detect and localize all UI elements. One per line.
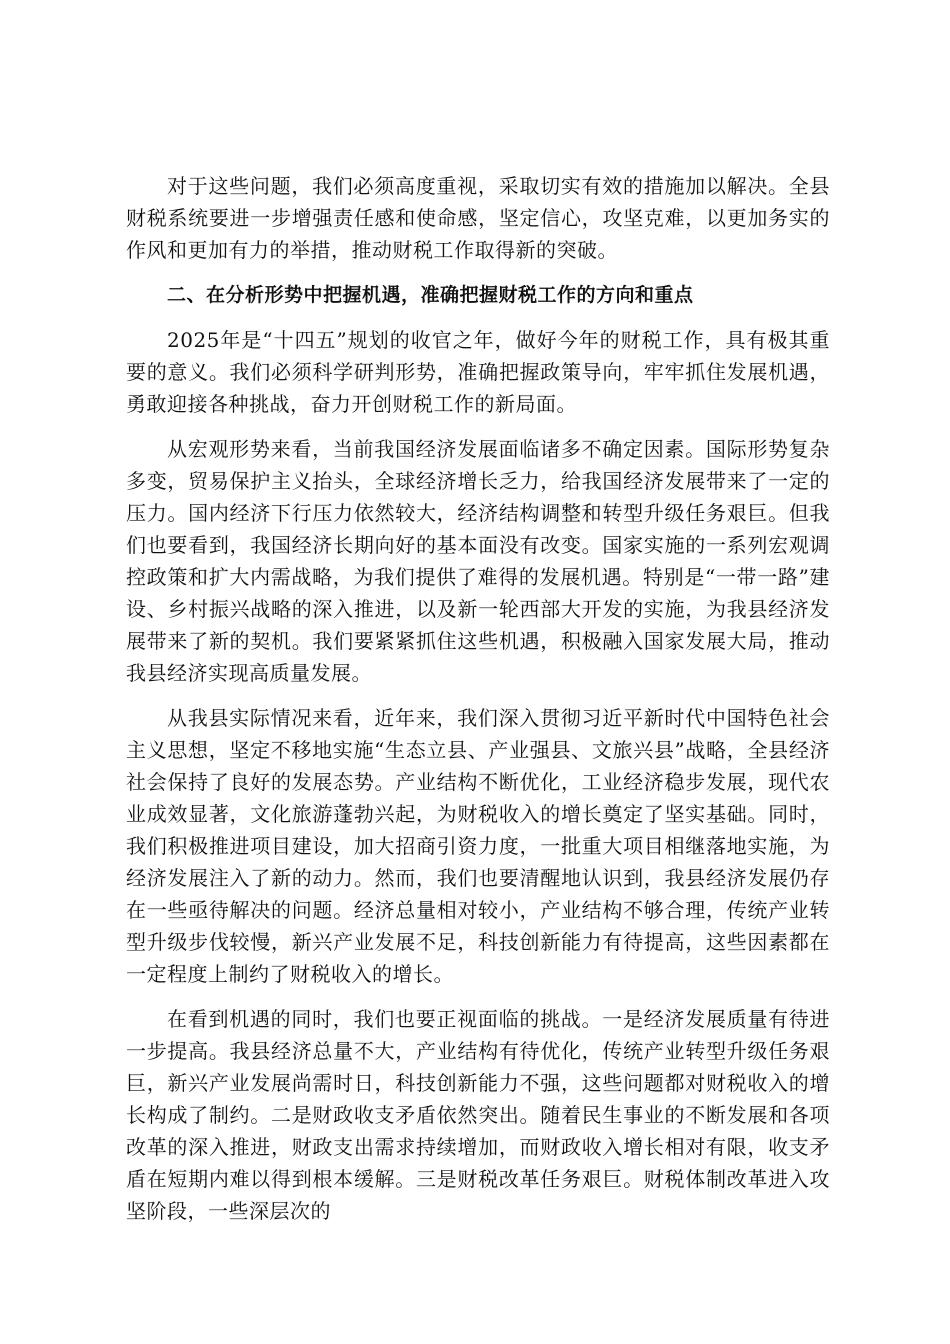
paragraph-intro: 对于这些问题，我们必须高度重视，采取切实有效的措施加以解决。全县财税系统要进一步增强责任感和使命感，坚定信心，攻坚克难，以更加务实的作风和更加有力的举措，推动财税工作取得新的突破。 [126, 174, 830, 262]
section-heading: 二、在分析形势中把握机遇，准确把握财税工作的方向和重点 [167, 284, 694, 306]
paragraph-2025: 2025年是“十四五”规划的收官之年，做好今年的财税工作，具有极其重要的意义。我们必须科学研判形势，准确把握政策导向，牢牢抓住发展机遇，勇敢迎接各种挑战，奋力开创财税工作的新局面。 [126, 328, 830, 416]
paragraph-county: 从我县实际情况来看，近年来，我们深入贯彻习近平新时代中国特色社会主义思想，坚定不移地实施“生态立县、产业强县、文旅兴县”战略，全县经济社会保持了良好的发展态势。产业结构不断优化，工业经济稳步发展，现代农业成效显著，文化旅游蓬勃兴起，为财税收入的增长奠定了坚实基础。同时，我们积极推进项目建设，加大招商引资力度，一批重大项目相继落地实施，为经济发展注入了新的动力。然而，我们也要清醒地认识到，我县经济发展仍存在一些亟待解决的问题。经济总量相对较小，产业结构不够合理，传统产业转型升级步伐较慢，新兴产业发展不足，科技创新能力有待提高，这些因素都在一定程度上制约了财税收入的增长。 [126, 706, 830, 986]
paragraph-challenges: 在看到机遇的同时，我们也要正视面临的挑战。一是经济发展质量有待进一步提高。我县经济总量不大，产业结构有待优化，传统产业转型升级任务艰巨，新兴产业发展尚需时日，科技创新能力不强，这些问题都对财税收入的增长构成了制约。二是财政收支矛盾依然突出。随着民生事业的不断发展和各项改革的深入推进，财政支出需求持续增加，而财政收入增长相对有限，收支矛盾在短期内难以得到根本缓解。三是财税改革任务艰巨。财税体制改革进入攻坚阶段，一些深层次的 [126, 1007, 830, 1223]
document-body [126, 170, 830, 1240]
paragraph-macro: 从宏观形势来看，当前我国经济发展面临诸多不确定因素。国际形势复杂多变，贸易保护主义抬头，全球经济增长乏力，给我国经济发展带来了一定的压力。国内经济下行压力依然较大，经济结构调整和转型升级任务艰巨。但我们也要看到，我国经济长期向好的基本面没有改变。国家实施的一系列宏观调控政策和扩大内需战略，为我们提供了难得的发展机遇。特别是“一带一路”建设、乡村振兴战略的深入推进，以及新一轮西部大开发的实施，为我县经济发展带来了新的契机。我们要紧紧抓住这些机遇，积极融入国家发展大局，推动我县经济实现高质量发展。 [126, 437, 830, 685]
